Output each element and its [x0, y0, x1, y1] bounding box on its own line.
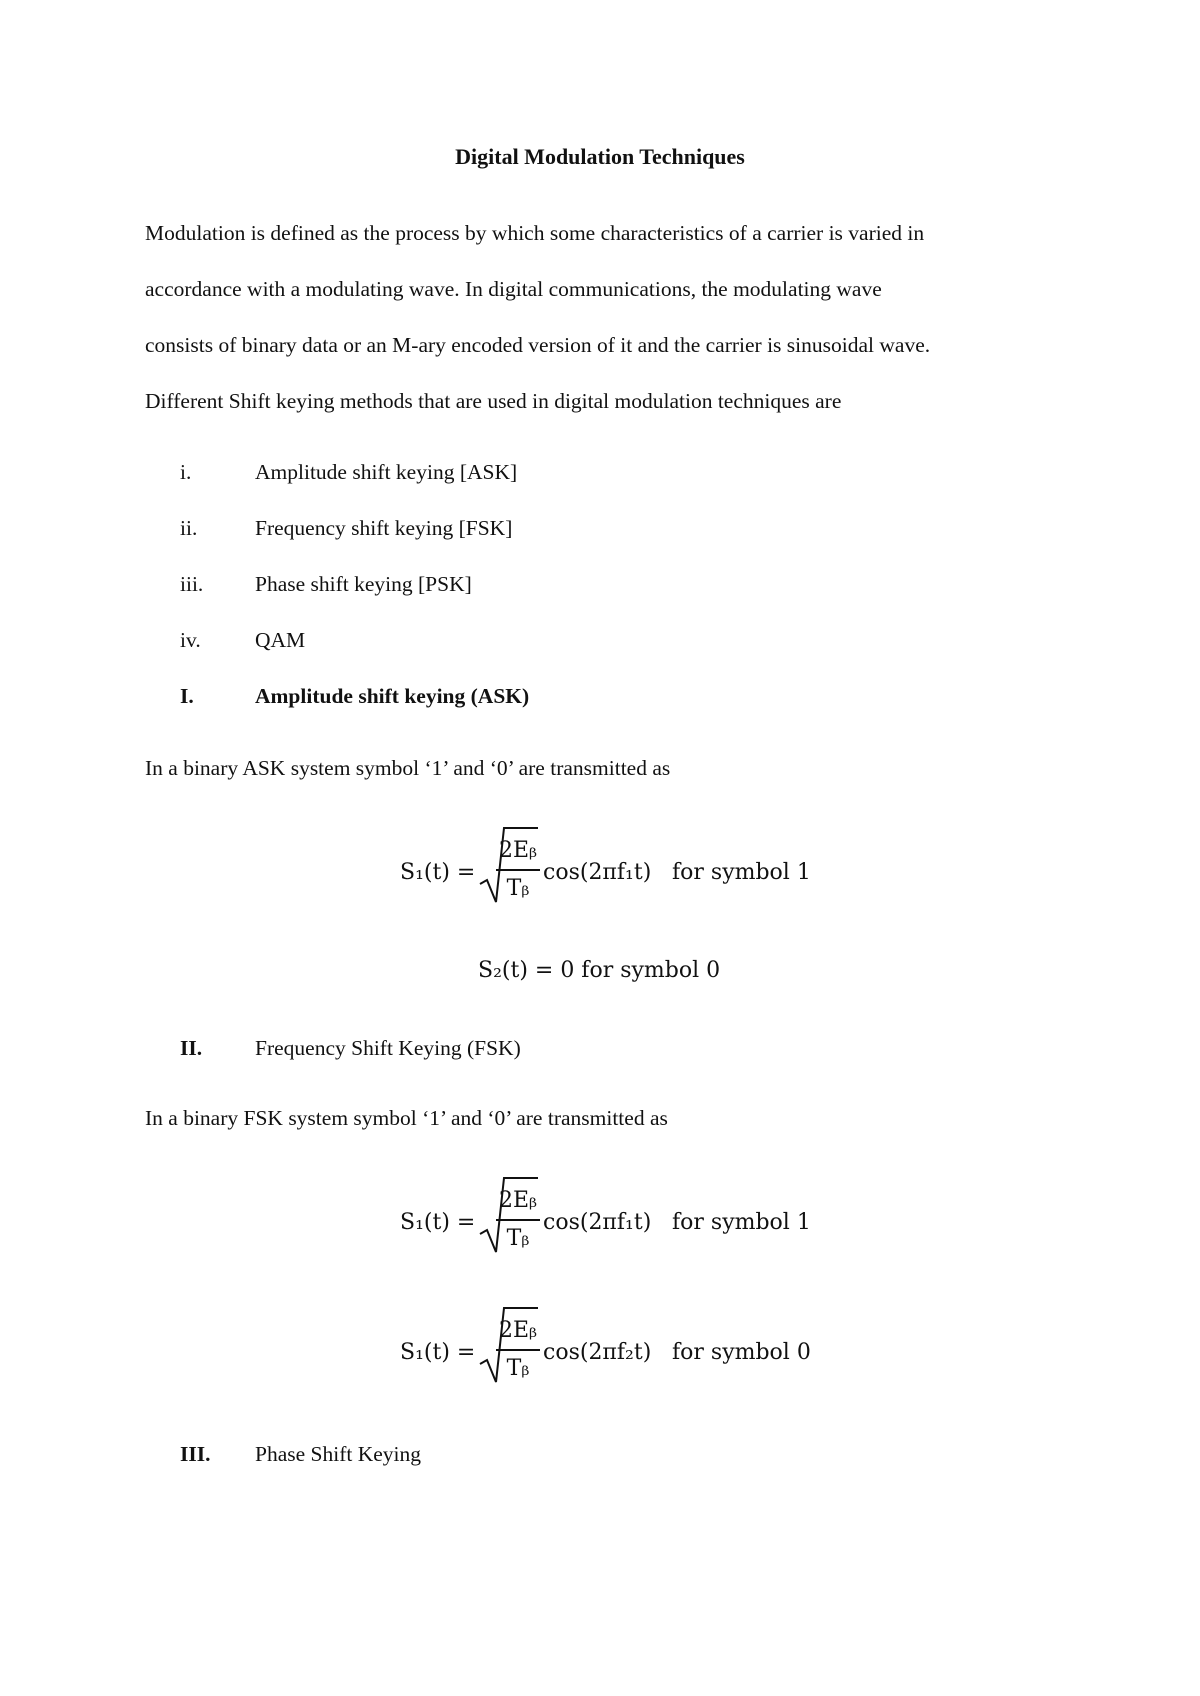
- section-number: I.: [180, 684, 194, 708]
- section-title: Amplitude shift keying (ASK): [255, 684, 530, 708]
- method-text: Amplitude shift keying [ASK]: [255, 460, 518, 484]
- fraction-numerator: 2Eᵦ: [498, 838, 538, 863]
- fraction-denominator: Tᵦ: [506, 1226, 530, 1251]
- intro-paragraph: [145, 205, 1075, 429]
- document-title: Digital Modulation Techniques: [455, 144, 745, 169]
- equation-lhs: S₁(t) =: [400, 1210, 476, 1235]
- method-number: i.: [180, 460, 192, 484]
- section-number: II.: [180, 1036, 203, 1060]
- fraction-numerator: 2Eᵦ: [498, 1318, 538, 1343]
- section-title: Phase Shift Keying: [255, 1442, 422, 1466]
- fraction-denominator: Tᵦ: [506, 876, 530, 901]
- equation-condition: for symbol 1: [672, 1210, 811, 1235]
- section-title: Frequency Shift Keying (FSK): [255, 1036, 521, 1060]
- equation: S₂(t) = 0 for symbol 0: [478, 958, 721, 983]
- equation-lhs: S₁(t) =: [400, 860, 476, 885]
- intro-line: accordance with a modulating wave. In digital communications, the modulating wave: [145, 277, 882, 301]
- method-number: ii.: [180, 516, 198, 540]
- equation-body: cos(2πf₁t): [543, 860, 652, 885]
- section-number: III.: [180, 1442, 211, 1466]
- equation-body: cos(2πf₂t): [543, 1340, 652, 1365]
- equation-lhs: S₁(t) =: [400, 1340, 476, 1365]
- section-intro: In a binary FSK system symbol ‘1’ and ‘0’ are transmitted as: [145, 1106, 668, 1130]
- fraction-bar: [496, 1349, 540, 1352]
- intro-line: consists of binary data or an M-ary encoded version of it and the carrier is sinusoidal wave.: [145, 333, 931, 357]
- method-text: Frequency shift keying [FSK]: [255, 516, 513, 540]
- intro-line: Modulation is defined as the process by which some characteristics of a carrier is varied in: [145, 221, 925, 245]
- section-intro: In a binary ASK system symbol ‘1’ and ‘0’ are transmitted as: [145, 756, 671, 780]
- equation-condition: for symbol 0: [672, 1340, 811, 1365]
- intro-line: Different Shift keying methods that are used in digital modulation techniques are: [145, 389, 842, 413]
- equation-body: cos(2πf₁t): [543, 1210, 652, 1235]
- fraction-numerator: 2Eᵦ: [498, 1188, 538, 1213]
- fraction-denominator: Tᵦ: [506, 1356, 530, 1381]
- method-number: iii.: [180, 572, 204, 596]
- method-text: Phase shift keying [PSK]: [255, 572, 472, 596]
- fraction-bar: [496, 1219, 540, 1222]
- method-number: iv.: [180, 628, 201, 652]
- equation-condition: for symbol 1: [672, 860, 811, 885]
- method-text: QAM: [255, 628, 306, 652]
- fraction-bar: [496, 869, 540, 872]
